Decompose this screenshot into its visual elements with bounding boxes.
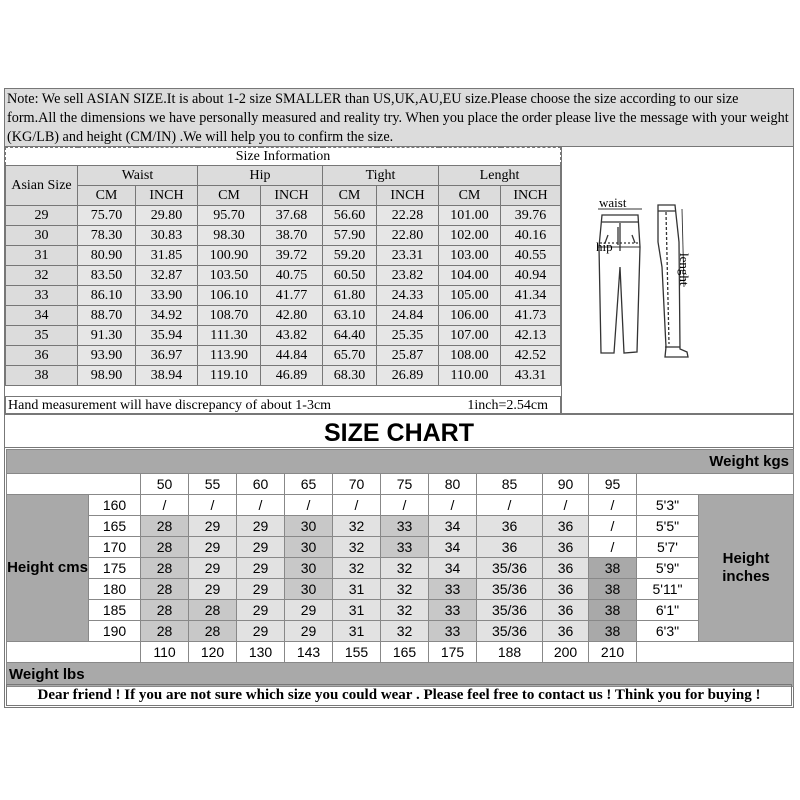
size-cell: 36 xyxy=(477,537,543,558)
measurement-cell: 83.50 xyxy=(78,266,136,286)
measurement-cell: 107.00 xyxy=(439,326,501,346)
size-cell: 36 xyxy=(543,621,589,642)
height-inch-cell: 5'7' xyxy=(637,537,699,558)
measurement-cell: 105.00 xyxy=(439,286,501,306)
pants-diagram-icon xyxy=(562,147,794,414)
height-inch-cell: 6'1" xyxy=(637,600,699,621)
measurement-cell: 60.50 xyxy=(323,266,377,286)
unit-header: CM xyxy=(198,186,261,206)
measurement-cell: 43.82 xyxy=(261,326,323,346)
size-cell: 32 xyxy=(381,579,429,600)
size-cell: / xyxy=(429,495,477,516)
measurement-cell: 41.34 xyxy=(501,286,561,306)
weight-lb-cell: 143 xyxy=(285,642,333,663)
measurement-cell: 98.30 xyxy=(198,226,261,246)
measurement-cell: 102.00 xyxy=(439,226,501,246)
size-cell: 35/36 xyxy=(477,558,543,579)
size-row xyxy=(6,306,561,326)
measurement-cell: 33.90 xyxy=(136,286,198,306)
asian-size-header: Asian Size xyxy=(6,166,78,206)
measurement-cell: 113.90 xyxy=(198,346,261,366)
inch-conversion-note: 1inch=2.54cm xyxy=(467,398,548,413)
asian-size-cell: 30 xyxy=(6,226,78,246)
measurement-cell: 34.92 xyxy=(136,306,198,326)
size-cell: 29 xyxy=(285,621,333,642)
measurement-cell: 22.80 xyxy=(377,226,439,246)
measurement-cell: 31.85 xyxy=(136,246,198,266)
corner-blank xyxy=(637,474,794,495)
weight-kg-cell: 95 xyxy=(589,474,637,495)
size-chart-title: SIZE CHART xyxy=(5,414,793,448)
size-cell: 29 xyxy=(237,516,285,537)
size-cell: 32 xyxy=(381,600,429,621)
size-cell: 36 xyxy=(543,558,589,579)
size-cell: 34 xyxy=(429,516,477,537)
asian-size-cell: 29 xyxy=(6,206,78,226)
size-cell: 28 xyxy=(141,579,189,600)
height-inch-cell: 5'11" xyxy=(637,579,699,600)
weight-lb-cell: 200 xyxy=(543,642,589,663)
size-cell: / xyxy=(477,495,543,516)
discrepancy-note: Hand measurement will have discrepancy of about 1-3cm xyxy=(8,398,332,413)
size-cell: 30 xyxy=(285,516,333,537)
measurement-cell: 41.73 xyxy=(501,306,561,326)
measurement-cell: 37.68 xyxy=(261,206,323,226)
measurement-cell: 106.00 xyxy=(439,306,501,326)
waist-label: waist xyxy=(599,195,627,210)
measurement-cell: 111.30 xyxy=(198,326,261,346)
measurement-cell: 23.31 xyxy=(377,246,439,266)
contact-message: Dear friend ! If you are not sure which size you could wear . Please feel free to contact us ! Think you for buying ! xyxy=(6,684,792,706)
size-row xyxy=(6,286,561,306)
size-cell: 35/36 xyxy=(477,600,543,621)
size-row xyxy=(6,326,561,346)
size-cell: / xyxy=(589,537,637,558)
size-cell: / xyxy=(237,495,285,516)
asian-size-cell: 38 xyxy=(6,366,78,386)
measurement-cell: 40.55 xyxy=(501,246,561,266)
measurement-cell: 30.83 xyxy=(136,226,198,246)
size-cell: 28 xyxy=(141,558,189,579)
size-cell: 28 xyxy=(141,600,189,621)
size-cell: / xyxy=(141,495,189,516)
measurement-cell: 106.10 xyxy=(198,286,261,306)
unit-header: INCH xyxy=(136,186,198,206)
size-row xyxy=(6,366,561,386)
measurement-cell: 75.70 xyxy=(78,206,136,226)
measurement-cell: 25.87 xyxy=(377,346,439,366)
weight-kg-cell: 90 xyxy=(543,474,589,495)
unit-header: CM xyxy=(439,186,501,206)
size-cell: 31 xyxy=(333,621,381,642)
size-cell: / xyxy=(189,495,237,516)
measurement-cell: 23.82 xyxy=(377,266,439,286)
pants-measurement-diagram xyxy=(561,147,793,414)
size-cell: 36 xyxy=(543,516,589,537)
weight-lb-cell: 130 xyxy=(237,642,285,663)
measurement-cell: 40.94 xyxy=(501,266,561,286)
size-cell: 35/36 xyxy=(477,579,543,600)
size-cell: 30 xyxy=(285,579,333,600)
size-cell: 29 xyxy=(285,600,333,621)
measurement-cell: 42.52 xyxy=(501,346,561,366)
measurement-cell: 93.90 xyxy=(78,346,136,366)
size-cell: 36 xyxy=(477,516,543,537)
size-cell: 32 xyxy=(333,537,381,558)
size-cell: 34 xyxy=(429,558,477,579)
size-cell: 32 xyxy=(333,558,381,579)
weight-kg-cell: 75 xyxy=(381,474,429,495)
measurement-cell: 61.80 xyxy=(323,286,377,306)
measurement-cell: 110.00 xyxy=(439,366,501,386)
measurement-cell: 119.10 xyxy=(198,366,261,386)
size-cell: 35/36 xyxy=(477,621,543,642)
size-cell: 29 xyxy=(237,621,285,642)
weight-lb-cell: 188 xyxy=(477,642,543,663)
size-cell: 32 xyxy=(381,558,429,579)
measurement-cell: 43.31 xyxy=(501,366,561,386)
measurement-cell: 25.35 xyxy=(377,326,439,346)
measurement-cell: 101.00 xyxy=(439,206,501,226)
lenght-label: lenght xyxy=(677,253,692,286)
measurement-cell: 39.72 xyxy=(261,246,323,266)
height-cm-cell: 160 xyxy=(89,495,141,516)
size-cell: 34 xyxy=(429,537,477,558)
size-cell: 31 xyxy=(333,579,381,600)
weight-lbs-label: Weight lbs xyxy=(7,663,794,687)
size-cell: 38 xyxy=(589,558,637,579)
height-cm-cell: 170 xyxy=(89,537,141,558)
measurement-cell: 65.70 xyxy=(323,346,377,366)
weight-kg-cell: 85 xyxy=(477,474,543,495)
measurement-cell: 44.84 xyxy=(261,346,323,366)
size-cell: 36 xyxy=(543,537,589,558)
size-cell: / xyxy=(381,495,429,516)
size-cell: 33 xyxy=(381,516,429,537)
size-row xyxy=(6,246,561,266)
measurement-cell: 108.70 xyxy=(198,306,261,326)
weight-lb-cell: 165 xyxy=(381,642,429,663)
measurement-cell: 63.10 xyxy=(323,306,377,326)
asian-size-cell: 33 xyxy=(6,286,78,306)
measurement-cell: 98.90 xyxy=(78,366,136,386)
measurement-cell: 46.89 xyxy=(261,366,323,386)
size-cell: 28 xyxy=(141,537,189,558)
size-cell: 32 xyxy=(381,621,429,642)
size-cell: 32 xyxy=(333,516,381,537)
chart-row xyxy=(7,537,794,558)
measurement-cell: 41.77 xyxy=(261,286,323,306)
size-cell: 29 xyxy=(189,558,237,579)
weight-lb-cell: 175 xyxy=(429,642,477,663)
measurement-cell: 24.33 xyxy=(377,286,439,306)
measurement-cell: 32.87 xyxy=(136,266,198,286)
size-cell: 29 xyxy=(237,537,285,558)
size-information-title: Size Information xyxy=(6,148,561,166)
asian-size-cell: 35 xyxy=(6,326,78,346)
size-cell: / xyxy=(589,495,637,516)
measurement-cell: 68.30 xyxy=(323,366,377,386)
corner-blank xyxy=(7,474,141,495)
measurement-cell: 38.70 xyxy=(261,226,323,246)
size-cell: 33 xyxy=(429,600,477,621)
unit-header: INCH xyxy=(377,186,439,206)
size-row xyxy=(6,266,561,286)
size-row xyxy=(6,346,561,366)
asian-size-cell: 34 xyxy=(6,306,78,326)
height-cm-cell: 175 xyxy=(89,558,141,579)
size-cell: 30 xyxy=(285,537,333,558)
measurement-cell: 64.40 xyxy=(323,326,377,346)
chart-row xyxy=(7,558,794,579)
size-cell: 30 xyxy=(285,558,333,579)
measurement-cell: 42.80 xyxy=(261,306,323,326)
size-cell: 29 xyxy=(189,516,237,537)
height-cm-cell: 190 xyxy=(89,621,141,642)
measurement-cell: 57.90 xyxy=(323,226,377,246)
height-inches-label: Height inches xyxy=(699,495,794,642)
size-cell: 38 xyxy=(589,579,637,600)
size-cell: / xyxy=(589,516,637,537)
chart-row xyxy=(7,516,794,537)
size-cell: 28 xyxy=(189,621,237,642)
measurement-cell: 26.89 xyxy=(377,366,439,386)
size-cell: 29 xyxy=(237,579,285,600)
weight-kg-cell: 60 xyxy=(237,474,285,495)
height-inch-cell: 5'3" xyxy=(637,495,699,516)
size-cell: / xyxy=(333,495,381,516)
measurement-cell: 42.13 xyxy=(501,326,561,346)
height-inch-cell: 5'9" xyxy=(637,558,699,579)
unit-header: INCH xyxy=(501,186,561,206)
size-note: Note: We sell ASIAN SIZE.It is about 1-2 size SMALLER than US,UK,AU,EU size.Please choose the size according to our size form.All the dimensions we have personally measured and reality try. When you place the order please live the message with your weight (KG/LB) and height (CM/IN) .We will help you to confirm the size. xyxy=(5,89,793,147)
size-cell: 29 xyxy=(189,579,237,600)
measurement-cell: 40.75 xyxy=(261,266,323,286)
size-cell: 36 xyxy=(543,579,589,600)
weight-lb-cell: 110 xyxy=(141,642,189,663)
height-cm-cell: 180 xyxy=(89,579,141,600)
unit-header: CM xyxy=(323,186,377,206)
group-header-lenght: Lenght xyxy=(439,166,561,186)
measurement-cell: 56.60 xyxy=(323,206,377,226)
height-inch-cell: 5'5" xyxy=(637,516,699,537)
size-cell: 29 xyxy=(237,600,285,621)
size-cell: / xyxy=(285,495,333,516)
asian-size-cell: 31 xyxy=(6,246,78,266)
weight-kgs-header: Weight kgs xyxy=(7,450,794,474)
group-header-hip: Hip xyxy=(198,166,323,186)
measurement-cell: 78.30 xyxy=(78,226,136,246)
weight-kg-cell: 50 xyxy=(141,474,189,495)
measurement-cell: 39.76 xyxy=(501,206,561,226)
group-header-waist: Waist xyxy=(78,166,198,186)
measurement-cell: 103.00 xyxy=(439,246,501,266)
size-cell: 33 xyxy=(429,579,477,600)
size-cell: 28 xyxy=(141,516,189,537)
weight-lb-cell: 120 xyxy=(189,642,237,663)
weight-kg-cell: 65 xyxy=(285,474,333,495)
measurement-cell: 91.30 xyxy=(78,326,136,346)
chart-row xyxy=(7,579,794,600)
measurement-cell: 86.10 xyxy=(78,286,136,306)
measurement-cell: 88.70 xyxy=(78,306,136,326)
measurement-cell: 40.16 xyxy=(501,226,561,246)
size-cell: 29 xyxy=(189,537,237,558)
measurement-cell: 29.80 xyxy=(136,206,198,226)
measurement-cell: 36.97 xyxy=(136,346,198,366)
measurement-cell: 104.00 xyxy=(439,266,501,286)
size-information-table xyxy=(5,147,561,386)
corner-blank xyxy=(7,642,141,663)
weight-kg-cell: 70 xyxy=(333,474,381,495)
height-cms-label: Height cms xyxy=(7,495,89,642)
measurement-cell: 38.94 xyxy=(136,366,198,386)
measurement-footnote xyxy=(5,396,561,414)
size-row xyxy=(6,206,561,226)
height-cm-cell: 165 xyxy=(89,516,141,537)
weight-lb-cell: 155 xyxy=(333,642,381,663)
asian-size-cell: 36 xyxy=(6,346,78,366)
unit-header: CM xyxy=(78,186,136,206)
measurement-cell: 35.94 xyxy=(136,326,198,346)
size-cell: 38 xyxy=(589,600,637,621)
measurement-cell: 103.50 xyxy=(198,266,261,286)
measurement-cell: 22.28 xyxy=(377,206,439,226)
size-cell: 29 xyxy=(237,558,285,579)
size-chart-table xyxy=(6,449,794,687)
chart-row xyxy=(7,495,794,516)
asian-size-cell: 32 xyxy=(6,266,78,286)
group-header-tight: Tight xyxy=(323,166,439,186)
size-cell: 28 xyxy=(141,621,189,642)
measurement-cell: 108.00 xyxy=(439,346,501,366)
unit-header: INCH xyxy=(261,186,323,206)
measurement-cell: 24.84 xyxy=(377,306,439,326)
weight-lb-cell: 210 xyxy=(589,642,637,663)
measurement-cell: 80.90 xyxy=(78,246,136,266)
weight-kg-cell: 80 xyxy=(429,474,477,495)
weight-kg-cell: 55 xyxy=(189,474,237,495)
size-cell: 33 xyxy=(381,537,429,558)
height-inch-cell: 6'3" xyxy=(637,621,699,642)
size-cell: 31 xyxy=(333,600,381,621)
hip-label: hip xyxy=(596,239,613,254)
chart-row xyxy=(7,600,794,621)
chart-row xyxy=(7,621,794,642)
height-cm-cell: 185 xyxy=(89,600,141,621)
measurement-cell: 100.90 xyxy=(198,246,261,266)
size-cell: 33 xyxy=(429,621,477,642)
corner-blank xyxy=(637,642,794,663)
size-cell: 28 xyxy=(189,600,237,621)
size-cell: / xyxy=(543,495,589,516)
measurement-cell: 95.70 xyxy=(198,206,261,226)
size-cell: 38 xyxy=(589,621,637,642)
size-cell: 36 xyxy=(543,600,589,621)
measurement-cell: 59.20 xyxy=(323,246,377,266)
size-row xyxy=(6,226,561,246)
